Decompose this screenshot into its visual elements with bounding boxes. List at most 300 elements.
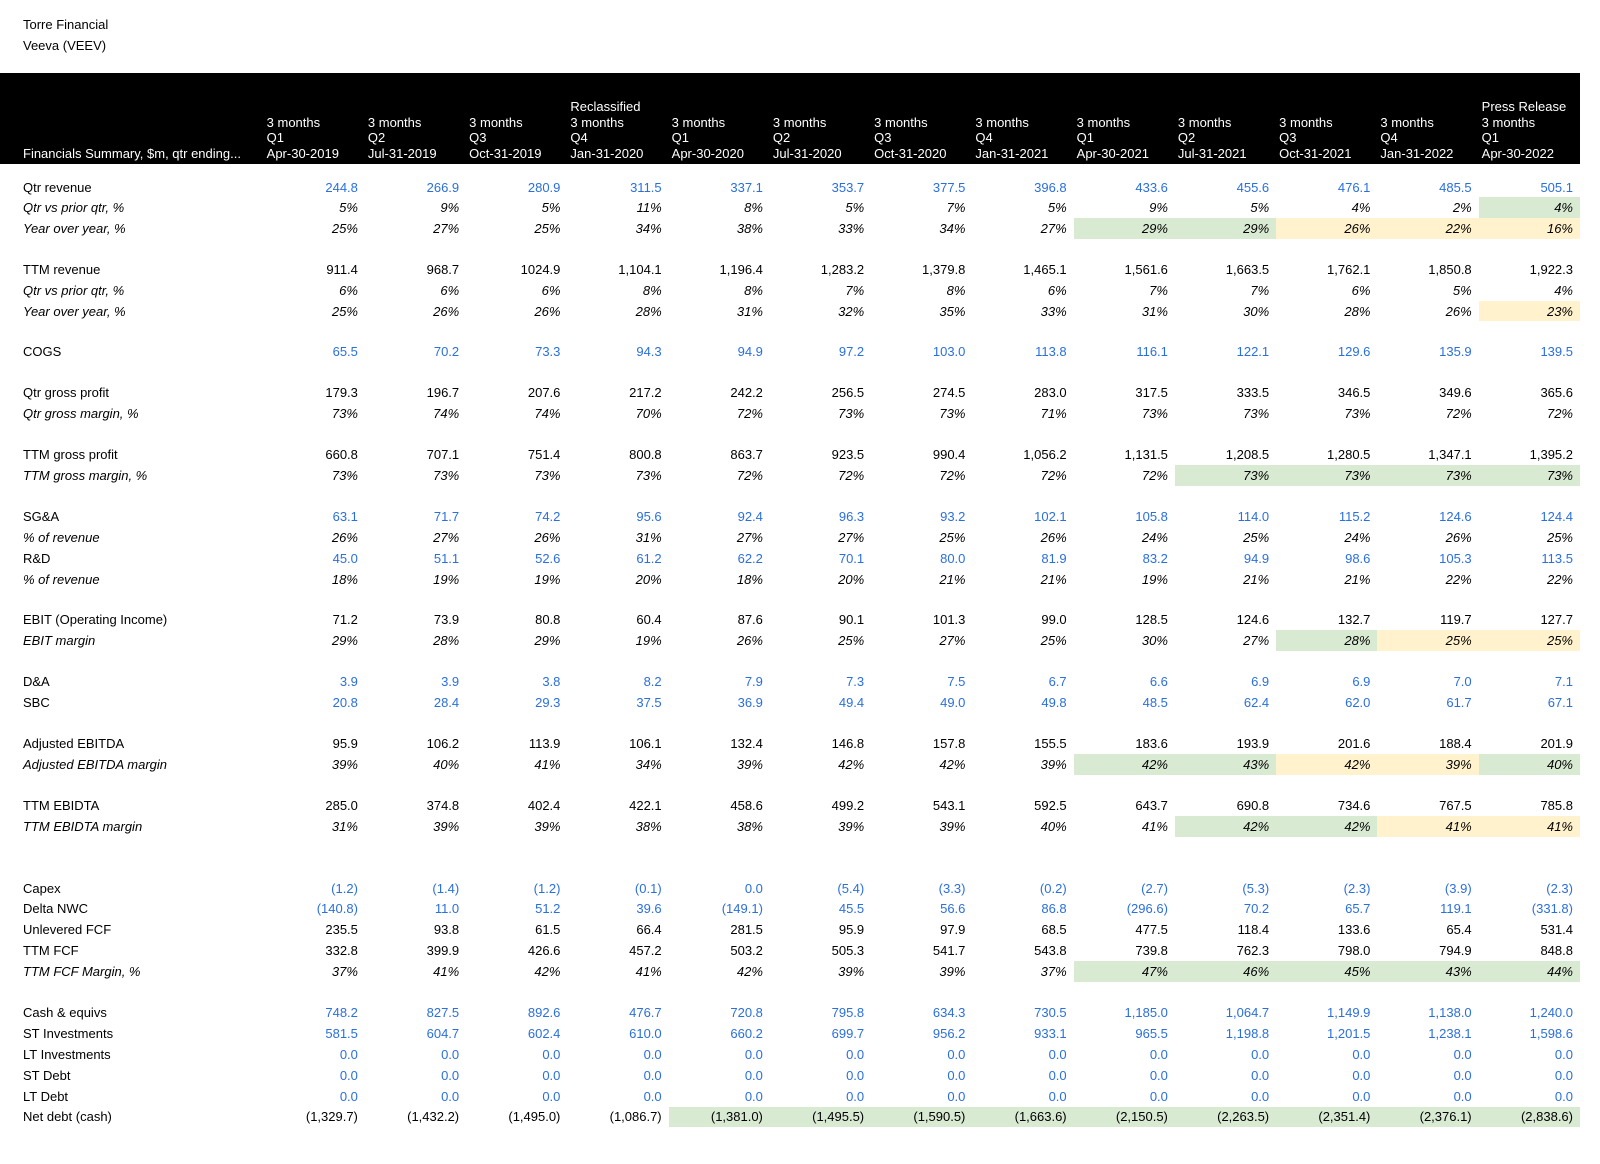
value-cell[interactable]: 3.9 — [441, 674, 460, 690]
value-cell[interactable]: 31% — [1141, 303, 1168, 319]
row-label-cell[interactable]: Year over year, % — [23, 303, 126, 319]
value-cell[interactable]: 99.0 — [1041, 612, 1067, 628]
value-cell[interactable]: 43% — [1377, 961, 1478, 982]
value-cell[interactable]: 785.8 — [1540, 797, 1573, 813]
value-cell[interactable]: 592.5 — [1034, 797, 1067, 813]
value-cell[interactable]: 19% — [635, 633, 662, 649]
value-cell[interactable]: 101.3 — [932, 612, 966, 628]
value-cell[interactable]: (1,432.2) — [407, 1109, 460, 1125]
value-cell[interactable]: 1,064.7 — [1225, 1004, 1270, 1020]
value-cell[interactable]: 0.0 — [1048, 1088, 1067, 1104]
value-cell[interactable]: (0.2) — [1039, 880, 1067, 896]
value-cell[interactable]: 7% — [845, 282, 865, 298]
value-cell[interactable]: 28% — [635, 303, 662, 319]
value-cell[interactable]: 72% — [939, 467, 966, 483]
value-cell[interactable]: 0.0 — [1048, 1067, 1067, 1083]
value-cell[interactable]: 34% — [635, 220, 662, 236]
value-cell[interactable]: 34% — [635, 756, 662, 772]
value-cell[interactable]: 399.9 — [426, 943, 460, 959]
value-cell[interactable]: 96.3 — [838, 508, 865, 524]
value-cell[interactable]: 73% — [1243, 406, 1270, 422]
value-cell[interactable]: 0.0 — [339, 1046, 358, 1062]
value-cell[interactable]: 476.1 — [1337, 180, 1371, 195]
row-label-cell[interactable]: TTM gross margin, % — [23, 467, 148, 483]
value-cell[interactable]: 16% — [1479, 218, 1580, 239]
value-cell[interactable]: 39% — [1377, 754, 1478, 775]
value-cell[interactable]: 48.5 — [1142, 695, 1168, 711]
value-cell[interactable]: (149.1) — [721, 901, 763, 917]
header-cell-period[interactable] — [1175, 73, 1276, 164]
value-cell[interactable]: 70.1 — [838, 550, 865, 566]
value-cell[interactable]: 87.6 — [737, 612, 763, 628]
header-cell-period[interactable] — [669, 73, 770, 164]
value-cell[interactable]: 29% — [331, 633, 358, 649]
value-cell[interactable]: 63.1 — [332, 508, 358, 524]
value-cell[interactable]: 18% — [736, 571, 763, 587]
value-cell[interactable]: 72% — [736, 406, 763, 422]
value-cell[interactable]: 92.4 — [737, 508, 763, 524]
value-cell[interactable]: 27% — [736, 529, 763, 545]
value-cell[interactable]: 36.9 — [737, 695, 763, 711]
value-cell[interactable]: 71.2 — [332, 612, 358, 628]
value-cell[interactable]: 70.2 — [1243, 901, 1270, 917]
value-cell[interactable]: 0.0 — [1554, 1046, 1573, 1062]
value-cell[interactable]: 97.9 — [940, 922, 966, 938]
value-cell[interactable]: 65.5 — [332, 344, 358, 360]
value-cell[interactable]: 0.0 — [542, 1088, 561, 1104]
value-cell[interactable]: 73% — [1479, 465, 1580, 486]
row-label-cell[interactable]: Cash & equivs — [23, 1004, 107, 1020]
value-cell[interactable]: 1,465.1 — [1023, 261, 1067, 277]
value-cell[interactable]: 68.5 — [1041, 922, 1067, 938]
value-cell[interactable]: 80.0 — [940, 550, 966, 566]
value-cell[interactable]: 1024.9 — [520, 261, 561, 277]
value-cell[interactable]: 1,850.8 — [1428, 261, 1472, 277]
value-cell[interactable]: 720.8 — [730, 1004, 763, 1020]
value-cell[interactable]: 8% — [642, 282, 662, 298]
value-cell[interactable]: 7.9 — [744, 674, 763, 690]
value-cell[interactable]: (5.4) — [837, 880, 865, 896]
value-cell[interactable]: 274.5 — [932, 385, 966, 401]
value-cell[interactable]: 1,138.0 — [1428, 1004, 1472, 1020]
value-cell[interactable]: 602.4 — [527, 1025, 561, 1041]
value-cell[interactable]: 911.4 — [326, 261, 358, 277]
row-label-cell[interactable]: TTM FCF Margin, % — [23, 964, 141, 980]
header-cell-period[interactable] — [972, 73, 1073, 164]
value-cell[interactable]: 5% — [541, 199, 561, 215]
value-cell[interactable]: 3.9 — [339, 674, 358, 690]
value-cell[interactable]: (1.2) — [533, 880, 561, 896]
value-cell[interactable]: 40% — [1479, 754, 1580, 775]
value-cell[interactable]: 660.2 — [730, 1025, 763, 1041]
value-cell[interactable]: 41% — [1377, 816, 1478, 837]
value-cell[interactable]: 31% — [331, 818, 358, 834]
value-cell[interactable]: 102.1 — [1034, 508, 1067, 524]
value-cell[interactable]: 132.7 — [1337, 612, 1371, 628]
value-cell[interactable]: 18% — [331, 571, 358, 587]
value-cell[interactable]: 42% — [939, 756, 966, 772]
value-cell[interactable]: 95.9 — [332, 735, 358, 751]
value-cell[interactable]: 49.4 — [838, 695, 865, 711]
value-cell[interactable]: 26% — [534, 529, 561, 545]
value-cell[interactable]: 5% — [1250, 199, 1270, 215]
value-cell[interactable]: 374.8 — [426, 797, 460, 813]
value-cell[interactable]: 114.0 — [1237, 508, 1270, 524]
value-cell[interactable]: 67.1 — [1547, 695, 1573, 711]
value-cell[interactable]: 51.1 — [433, 550, 460, 566]
value-cell[interactable]: 132.4 — [730, 735, 763, 751]
value-cell[interactable]: 604.7 — [426, 1025, 460, 1041]
value-cell[interactable]: 39% — [736, 756, 763, 772]
value-cell[interactable]: 26% — [1040, 529, 1067, 545]
row-label-cell[interactable]: D&A — [23, 674, 50, 690]
value-cell[interactable]: 634.3 — [932, 1004, 966, 1020]
value-cell[interactable]: 25% — [838, 633, 865, 649]
value-cell[interactable]: 6.9 — [1352, 674, 1371, 690]
value-cell[interactable]: 62.4 — [1243, 695, 1270, 711]
value-cell[interactable]: 794.9 — [1439, 943, 1472, 959]
value-cell[interactable]: 94.9 — [737, 344, 763, 360]
value-cell[interactable]: 0.0 — [1453, 1088, 1472, 1104]
value-cell[interactable]: 531.4 — [1540, 922, 1573, 938]
value-cell[interactable]: 0.0 — [744, 1067, 763, 1083]
value-cell[interactable]: 734.6 — [1337, 797, 1371, 813]
value-cell[interactable]: 25% — [1243, 529, 1270, 545]
value-cell[interactable]: 128.5 — [1135, 612, 1168, 628]
value-cell[interactable]: 4% — [1554, 282, 1573, 298]
value-cell[interactable]: 72% — [736, 467, 763, 483]
value-cell[interactable]: 377.5 — [932, 180, 966, 195]
value-cell[interactable]: 73% — [1377, 465, 1478, 486]
value-cell[interactable]: 581.5 — [325, 1025, 358, 1041]
value-cell[interactable]: 40% — [433, 756, 460, 772]
value-cell[interactable]: 0.0 — [846, 1067, 865, 1083]
value-cell[interactable]: 61.2 — [636, 550, 662, 566]
value-cell[interactable]: 0.0 — [846, 1088, 865, 1104]
value-cell[interactable]: 0.0 — [947, 1046, 966, 1062]
value-cell[interactable]: 5% — [1047, 199, 1067, 215]
value-cell[interactable]: 317.5 — [1135, 385, 1168, 401]
value-cell[interactable]: (2,376.1) — [1377, 1107, 1478, 1128]
value-cell[interactable]: (2,263.5) — [1175, 1107, 1276, 1128]
header-label-cell[interactable]: Financials Summary, $m, qtr ending... — [23, 145, 241, 161]
value-cell[interactable]: 337.1 — [730, 180, 763, 195]
value-cell[interactable]: 30% — [1141, 633, 1168, 649]
value-cell[interactable]: 0.0 — [643, 1088, 662, 1104]
value-cell[interactable]: 762.3 — [1236, 943, 1270, 959]
value-cell[interactable]: 22% — [1546, 571, 1573, 587]
value-cell[interactable]: 113.9 — [528, 735, 561, 751]
value-cell[interactable]: 72% — [1040, 467, 1067, 483]
value-cell[interactable]: (2.3) — [1343, 880, 1371, 896]
value-cell[interactable]: 34% — [939, 220, 966, 236]
value-cell[interactable]: 311.5 — [630, 180, 662, 195]
value-cell[interactable]: 0.0 — [542, 1067, 561, 1083]
row-label-cell[interactable]: TTM EBIDTA — [23, 797, 100, 813]
value-cell[interactable]: 923.5 — [831, 447, 865, 463]
value-cell[interactable]: 124.6 — [1236, 612, 1270, 628]
value-cell[interactable]: 71% — [1040, 406, 1067, 422]
value-cell[interactable]: 1,240.0 — [1529, 1004, 1573, 1020]
value-cell[interactable]: 74.2 — [535, 508, 561, 524]
value-cell[interactable]: 62.0 — [1345, 695, 1371, 711]
value-cell[interactable]: 499.2 — [831, 797, 865, 813]
value-cell[interactable]: 1,131.5 — [1124, 447, 1168, 463]
value-cell[interactable]: (1,590.5) — [871, 1107, 972, 1128]
value-cell[interactable]: 455.6 — [1236, 180, 1270, 195]
value-cell[interactable]: 1,347.1 — [1428, 447, 1472, 463]
value-cell[interactable]: (1.4) — [432, 880, 460, 896]
value-cell[interactable]: 280.9 — [527, 180, 561, 195]
row-label-cell[interactable]: Qtr gross profit — [23, 385, 109, 401]
value-cell[interactable]: 402.4 — [527, 797, 561, 813]
header-cell-period[interactable] — [871, 73, 972, 164]
value-cell[interactable]: 751.4 — [527, 447, 561, 463]
value-cell[interactable]: 5% — [1452, 282, 1472, 298]
value-cell[interactable]: 73% — [635, 467, 662, 483]
value-cell[interactable]: 42% — [838, 756, 865, 772]
value-cell[interactable]: 45% — [1276, 961, 1377, 982]
value-cell[interactable]: (5.3) — [1242, 880, 1270, 896]
value-cell[interactable]: 244.8 — [325, 180, 358, 195]
value-cell[interactable]: 0.0 — [1352, 1088, 1371, 1104]
value-cell[interactable]: 105.8 — [1135, 508, 1168, 524]
header-cell-period[interactable] — [567, 73, 668, 164]
header-cell-period[interactable] — [1479, 73, 1580, 164]
value-cell[interactable]: 105.3 — [1439, 550, 1472, 566]
value-cell[interactable]: 422.1 — [629, 797, 662, 813]
value-cell[interactable]: 25% — [1377, 630, 1478, 651]
value-cell[interactable]: 505.3 — [831, 943, 865, 959]
value-cell[interactable]: 51.2 — [535, 901, 561, 917]
value-cell[interactable]: (140.8) — [316, 901, 358, 917]
value-cell[interactable]: 353.7 — [831, 180, 865, 195]
value-cell[interactable]: 118.4 — [1237, 922, 1270, 938]
value-cell[interactable]: 29% — [534, 633, 561, 649]
row-label-cell[interactable]: COGS — [23, 344, 62, 360]
value-cell[interactable]: 27% — [433, 529, 460, 545]
value-cell[interactable]: 103.0 — [932, 344, 966, 360]
value-cell[interactable]: 4% — [1351, 199, 1371, 215]
value-cell[interactable]: 41% — [1479, 816, 1580, 837]
value-cell[interactable]: 5% — [845, 199, 865, 215]
value-cell[interactable]: 42% — [1074, 754, 1175, 775]
value-cell[interactable]: 0.0 — [1048, 1046, 1067, 1062]
value-cell[interactable]: 0.0 — [947, 1067, 966, 1083]
value-cell[interactable]: 41% — [1141, 818, 1168, 834]
value-cell[interactable]: 86.8 — [1041, 901, 1067, 917]
value-cell[interactable]: 1,149.9 — [1327, 1004, 1371, 1020]
value-cell[interactable]: 31% — [635, 529, 662, 545]
value-cell[interactable]: 37% — [1040, 964, 1067, 980]
value-cell[interactable]: 25% — [939, 529, 966, 545]
value-cell[interactable]: (2,150.5) — [1074, 1107, 1175, 1128]
value-cell[interactable]: 748.2 — [325, 1004, 358, 1020]
value-cell[interactable]: 1,379.8 — [922, 261, 966, 277]
row-label-cell[interactable]: ST Debt — [23, 1067, 71, 1083]
value-cell[interactable]: 61.7 — [1446, 695, 1472, 711]
header-cell-period[interactable] — [1276, 73, 1377, 164]
row-label-cell[interactable]: Year over year, % — [23, 220, 126, 236]
value-cell[interactable]: 6% — [339, 282, 358, 298]
value-cell[interactable]: 39% — [939, 964, 966, 980]
value-cell[interactable]: 73% — [1344, 406, 1371, 422]
value-cell[interactable]: 0.0 — [1352, 1046, 1371, 1062]
value-cell[interactable]: 129.6 — [1337, 344, 1371, 360]
value-cell[interactable]: 1,208.5 — [1225, 447, 1270, 463]
value-cell[interactable]: 73% — [433, 467, 460, 483]
value-cell[interactable]: 863.7 — [730, 447, 763, 463]
value-cell[interactable]: 73% — [534, 467, 561, 483]
value-cell[interactable]: 42% — [534, 964, 561, 980]
value-cell[interactable]: 426.6 — [527, 943, 561, 959]
value-cell[interactable]: 1,056.2 — [1023, 447, 1067, 463]
value-cell[interactable]: 70.2 — [433, 344, 460, 360]
value-cell[interactable]: 543.1 — [932, 797, 966, 813]
value-cell[interactable]: 116.1 — [1136, 344, 1168, 360]
value-cell[interactable]: 19% — [534, 571, 561, 587]
value-cell[interactable]: 39% — [534, 818, 561, 834]
value-cell[interactable]: 541.7 — [932, 943, 966, 959]
value-cell[interactable]: (1,329.7) — [305, 1109, 358, 1125]
value-cell[interactable]: 24% — [1141, 529, 1168, 545]
value-cell[interactable]: 193.9 — [1236, 735, 1270, 751]
value-cell[interactable]: 95.6 — [636, 508, 662, 524]
value-cell[interactable]: 22% — [1445, 571, 1472, 587]
value-cell[interactable]: 37.5 — [636, 695, 662, 711]
value-cell[interactable]: 20% — [635, 571, 662, 587]
header-cell-period[interactable] — [1377, 73, 1478, 164]
value-cell[interactable]: 179.3 — [325, 385, 358, 401]
value-cell[interactable]: 28% — [1276, 630, 1377, 651]
value-cell[interactable]: 188.4 — [1439, 735, 1472, 751]
value-cell[interactable]: 0.0 — [1251, 1088, 1270, 1104]
value-cell[interactable]: 27% — [1040, 220, 1067, 236]
value-cell[interactable]: 106.1 — [629, 735, 662, 751]
value-cell[interactable]: 45.0 — [332, 550, 358, 566]
value-cell[interactable]: 73% — [331, 467, 358, 483]
value-cell[interactable]: 11% — [636, 199, 662, 215]
value-cell[interactable]: 26% — [1445, 529, 1472, 545]
value-cell[interactable]: 45.5 — [838, 901, 865, 917]
value-cell[interactable]: 0.0 — [1554, 1067, 1573, 1083]
value-cell[interactable]: 8% — [946, 282, 966, 298]
value-cell[interactable]: 217.2 — [629, 385, 662, 401]
value-cell[interactable]: 6% — [1351, 282, 1371, 298]
header-cell-period[interactable] — [264, 73, 365, 164]
value-cell[interactable]: 503.2 — [730, 943, 763, 959]
value-cell[interactable]: 74% — [534, 406, 561, 422]
value-cell[interactable]: 0.0 — [744, 1046, 763, 1062]
value-cell[interactable]: 94.3 — [636, 344, 662, 360]
value-cell[interactable]: 28.4 — [433, 695, 460, 711]
value-cell[interactable]: 30% — [1243, 303, 1270, 319]
value-cell[interactable]: 72% — [1141, 467, 1168, 483]
value-cell[interactable]: 3.8 — [542, 674, 561, 690]
value-cell[interactable]: 476.7 — [629, 1004, 662, 1020]
value-cell[interactable]: 0.0 — [441, 1046, 460, 1062]
value-cell[interactable]: 1,283.2 — [820, 261, 865, 277]
value-cell[interactable]: 25% — [1546, 529, 1573, 545]
value-cell[interactable]: (2,838.6) — [1479, 1107, 1580, 1128]
value-cell[interactable]: 690.8 — [1236, 797, 1270, 813]
value-cell[interactable]: 127.7 — [1540, 612, 1573, 628]
value-cell[interactable]: 49.8 — [1041, 695, 1067, 711]
value-cell[interactable]: 256.5 — [831, 385, 865, 401]
value-cell[interactable]: 52.6 — [535, 550, 561, 566]
value-cell[interactable]: 23% — [1479, 301, 1580, 322]
value-cell[interactable]: 62.2 — [737, 550, 763, 566]
value-cell[interactable]: 72% — [838, 467, 865, 483]
value-cell[interactable]: 21% — [939, 571, 966, 587]
row-label-cell[interactable]: Capex — [23, 880, 61, 896]
value-cell[interactable]: 0.0 — [744, 1088, 763, 1104]
value-cell[interactable]: 968.7 — [426, 261, 460, 277]
value-cell[interactable]: 19% — [1141, 571, 1168, 587]
row-label-cell[interactable]: TTM EBIDTA margin — [23, 818, 143, 834]
value-cell[interactable]: 39% — [838, 964, 865, 980]
value-cell[interactable]: 201.9 — [1540, 735, 1573, 751]
value-cell[interactable]: 739.8 — [1135, 943, 1168, 959]
value-cell[interactable]: 730.5 — [1034, 1004, 1067, 1020]
value-cell[interactable]: 365.6 — [1540, 385, 1573, 401]
value-cell[interactable]: 65.7 — [1345, 901, 1371, 917]
value-cell[interactable]: 7.5 — [947, 674, 966, 690]
value-cell[interactable]: 7% — [1149, 282, 1168, 298]
value-cell[interactable]: 7% — [946, 199, 966, 215]
value-cell[interactable]: 27% — [939, 633, 966, 649]
value-cell[interactable]: (331.8) — [1531, 901, 1573, 917]
value-cell[interactable]: 1,198.8 — [1225, 1025, 1270, 1041]
value-cell[interactable]: 349.6 — [1439, 385, 1472, 401]
value-cell[interactable]: 42% — [1276, 816, 1377, 837]
value-cell[interactable]: 19% — [433, 571, 460, 587]
value-cell[interactable]: 71.7 — [433, 508, 460, 524]
value-cell[interactable]: 70% — [635, 406, 662, 422]
header-cell-period[interactable] — [1074, 73, 1175, 164]
value-cell[interactable]: 26% — [1276, 218, 1377, 239]
value-cell[interactable]: 133.6 — [1337, 922, 1371, 938]
row-label-cell[interactable]: EBIT (Operating Income) — [23, 612, 168, 628]
value-cell[interactable]: 5% — [339, 199, 358, 215]
value-cell[interactable]: 135.9 — [1439, 344, 1472, 360]
value-cell[interactable]: 56.6 — [940, 901, 966, 917]
value-cell[interactable]: 485.5 — [1439, 180, 1472, 195]
value-cell[interactable]: 1,104.1 — [618, 261, 662, 277]
row-label-cell[interactable]: TTM revenue — [23, 261, 101, 277]
value-cell[interactable]: 800.8 — [629, 447, 662, 463]
value-cell[interactable]: 6.7 — [1048, 674, 1067, 690]
value-cell[interactable]: 1,922.3 — [1529, 261, 1573, 277]
value-cell[interactable]: 47% — [1074, 961, 1175, 982]
value-cell[interactable]: (1.2) — [331, 880, 358, 896]
value-cell[interactable]: 458.6 — [730, 797, 763, 813]
value-cell[interactable]: 285.0 — [325, 797, 358, 813]
value-cell[interactable]: 122.1 — [1236, 344, 1270, 360]
row-label-cell[interactable]: Adjusted EBITDA margin — [23, 756, 168, 772]
row-label-cell[interactable]: Qtr gross margin, % — [23, 406, 139, 422]
header-cell-period[interactable] — [365, 73, 466, 164]
value-cell[interactable]: 25% — [1040, 633, 1067, 649]
value-cell[interactable]: 21% — [1344, 571, 1371, 587]
value-cell[interactable]: 73% — [331, 406, 358, 422]
value-cell[interactable]: (3.3) — [938, 880, 966, 896]
value-cell[interactable]: 39% — [331, 756, 358, 772]
value-cell[interactable]: 6.6 — [1149, 674, 1168, 690]
value-cell[interactable]: 1,280.5 — [1327, 447, 1371, 463]
value-cell[interactable]: 2% — [1452, 199, 1472, 215]
value-cell[interactable]: 0.0 — [846, 1046, 865, 1062]
